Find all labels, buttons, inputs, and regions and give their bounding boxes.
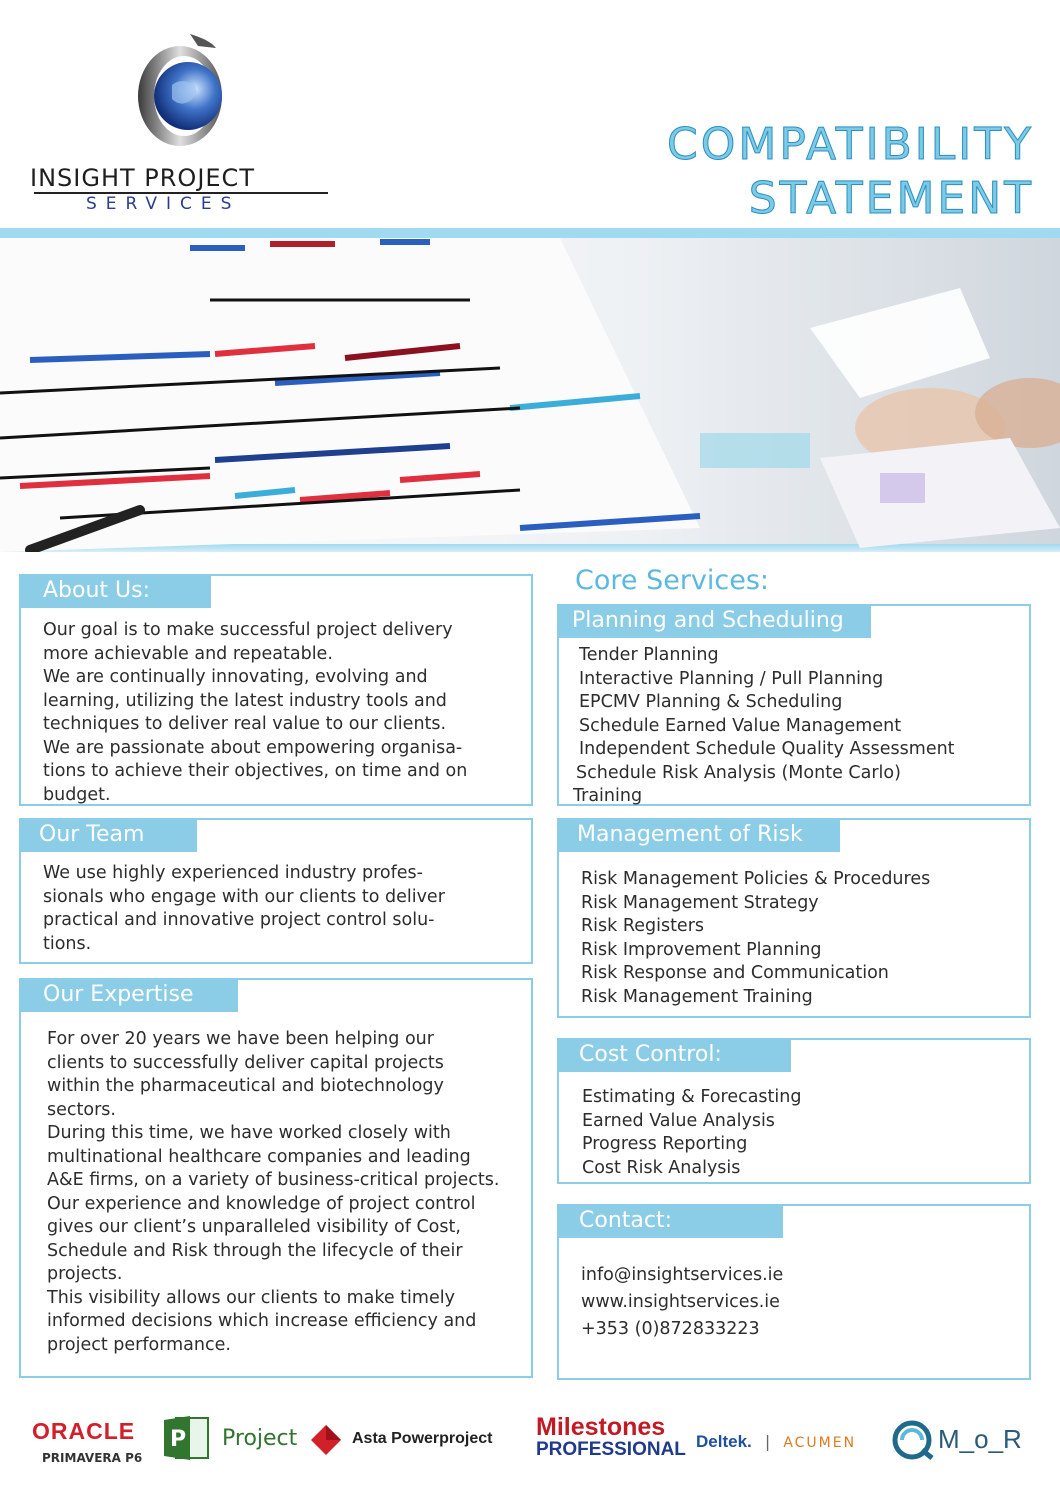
title-line-2: STATEMENT [748, 173, 1034, 224]
about-line: We are passionate about empowering organisa- [43, 737, 463, 758]
about-line: learning, utilizing the latest industry tools and [43, 690, 447, 711]
planning-item: Schedule Earned Value Management [579, 715, 902, 736]
risk-list [581, 868, 1019, 1009]
contact-website-link[interactable]: www.insightservices.ie [581, 1292, 780, 1312]
expertise-line: Schedule and Risk through the lifecycle of their [47, 1240, 463, 1261]
brand-name: INSIGHT PROJECT [30, 164, 255, 192]
milestones-logo: Milestones PROFESSIONAL [536, 1413, 686, 1460]
planning-item: Training [573, 786, 643, 806]
planning-heading: Planning and Scheduling [557, 604, 871, 638]
banner-image [0, 228, 1060, 552]
our-team-section [19, 818, 533, 964]
expertise-line: During this time, we have worked closely with [47, 1123, 451, 1143]
contact-email-link[interactable]: info@insightservices.ie [581, 1265, 784, 1285]
partner-logos [0, 1400, 1060, 1490]
expertise-line: clients to successfully deliver capital projects [47, 1052, 444, 1073]
cost-item: Progress Reporting [582, 1134, 748, 1154]
ms-project-icon [160, 1412, 212, 1464]
about-line: budget. [43, 784, 111, 805]
cost-control-heading: Cost Control: [557, 1038, 791, 1072]
cost-item: Earned Value Analysis [582, 1110, 775, 1131]
cost-list [582, 1086, 1019, 1180]
risk-item: Risk Management Strategy [581, 892, 819, 913]
planning-item: Tender Planning [579, 645, 719, 665]
cost-item: Estimating & Forecasting [582, 1087, 802, 1107]
risk-item: Risk Registers [581, 916, 705, 936]
risk-item: Risk Response and Communication [581, 963, 889, 983]
planning-item: Independent Schedule Quality Assessment [579, 739, 955, 759]
team-line: sionals who engage with our clients to deliver [43, 886, 445, 907]
contact-section [557, 1204, 1031, 1380]
about-us-heading: About Us: [19, 574, 211, 608]
about-line: more achievable and repeatable. [43, 643, 333, 664]
expertise-line: This visibility allows our clients to make timely [47, 1287, 455, 1308]
globe-logo-icon [132, 30, 228, 148]
header [0, 0, 1060, 228]
our-team-heading: Our Team [19, 818, 197, 852]
risk-item: Risk Improvement Planning [581, 939, 822, 960]
contact-details [581, 1262, 1019, 1343]
risk-section [557, 818, 1031, 1018]
deltek-acumen-logo: Deltek. | ACUMEN [696, 1432, 857, 1451]
mor-logo: M_o_R [892, 1420, 1042, 1460]
cost-item: Cost Risk Analysis [582, 1157, 741, 1178]
team-line: practical and innovative project control solu- [43, 910, 435, 930]
gantt-chart-photo [0, 228, 1060, 552]
logo-separator: | [764, 1432, 771, 1451]
expertise-line: within the pharmaceutical and biotechnology [47, 1076, 444, 1096]
planning-item: EPCMV Planning & Scheduling [579, 692, 843, 712]
brand-tagline: SERVICES [86, 194, 241, 214]
title-line-1: COMPATIBILITY [667, 119, 1034, 170]
our-team-text [43, 862, 521, 956]
expertise-line: For over 20 years we have been helping our [47, 1029, 434, 1049]
risk-item: Risk Management Policies & Procedures [581, 869, 931, 889]
about-line: We are continually innovating, evolving and [43, 667, 428, 687]
our-expertise-heading: Our Expertise [19, 978, 238, 1012]
about-us-text [43, 619, 521, 807]
expertise-line: informed decisions which increase efficiency and [47, 1311, 477, 1331]
team-line: tions. [43, 933, 92, 954]
expertise-line: gives our client’s unparalleled visibility of Cost, [47, 1217, 461, 1237]
planning-item: Interactive Planning / Pull Planning [579, 668, 884, 689]
oracle-logo: ORACLE PRIMAVERA P6 [32, 1418, 143, 1465]
planning-list [573, 644, 1019, 809]
planning-item: Schedule Risk Analysis (Monte Carlo) [576, 762, 901, 783]
about-line: techniques to deliver real value to our clients. [43, 714, 447, 734]
about-us-section [19, 574, 533, 806]
about-line: Our goal is to make successful project delivery [43, 620, 453, 640]
svg-text:P: P [170, 1427, 187, 1452]
expertise-line: A&E firms, on a variety of business-critical projects. [47, 1170, 500, 1190]
about-line: tions to achieve their objectives, on time and on [43, 761, 468, 781]
planning-section [557, 604, 1031, 806]
contact-phone: +353 (0)872833223 [581, 1319, 760, 1339]
expertise-line: projects. [47, 1264, 123, 1284]
our-expertise-section [19, 978, 533, 1378]
expertise-line: project performance. [47, 1334, 231, 1355]
asta-powerproject-logo: Asta Powerproject [310, 1424, 520, 1456]
contact-heading: Contact: [557, 1204, 783, 1238]
page-title [667, 118, 1034, 226]
ms-project-logo: P Project [160, 1412, 300, 1462]
expertise-line: Our experience and knowledge of project control [47, 1193, 476, 1214]
cost-control-section [557, 1038, 1031, 1184]
team-line: We use highly experienced industry profes- [43, 863, 423, 883]
asta-diamond-icon [310, 1424, 342, 1456]
expertise-line: multinational healthcare companies and leading [47, 1146, 471, 1167]
core-services-heading: Core Services: [575, 565, 770, 596]
risk-heading: Management of Risk [557, 818, 840, 852]
expertise-line: sectors. [47, 1099, 116, 1120]
mor-q-icon [892, 1420, 936, 1460]
our-expertise-text [47, 1028, 521, 1357]
risk-item: Risk Management Training [581, 986, 813, 1007]
